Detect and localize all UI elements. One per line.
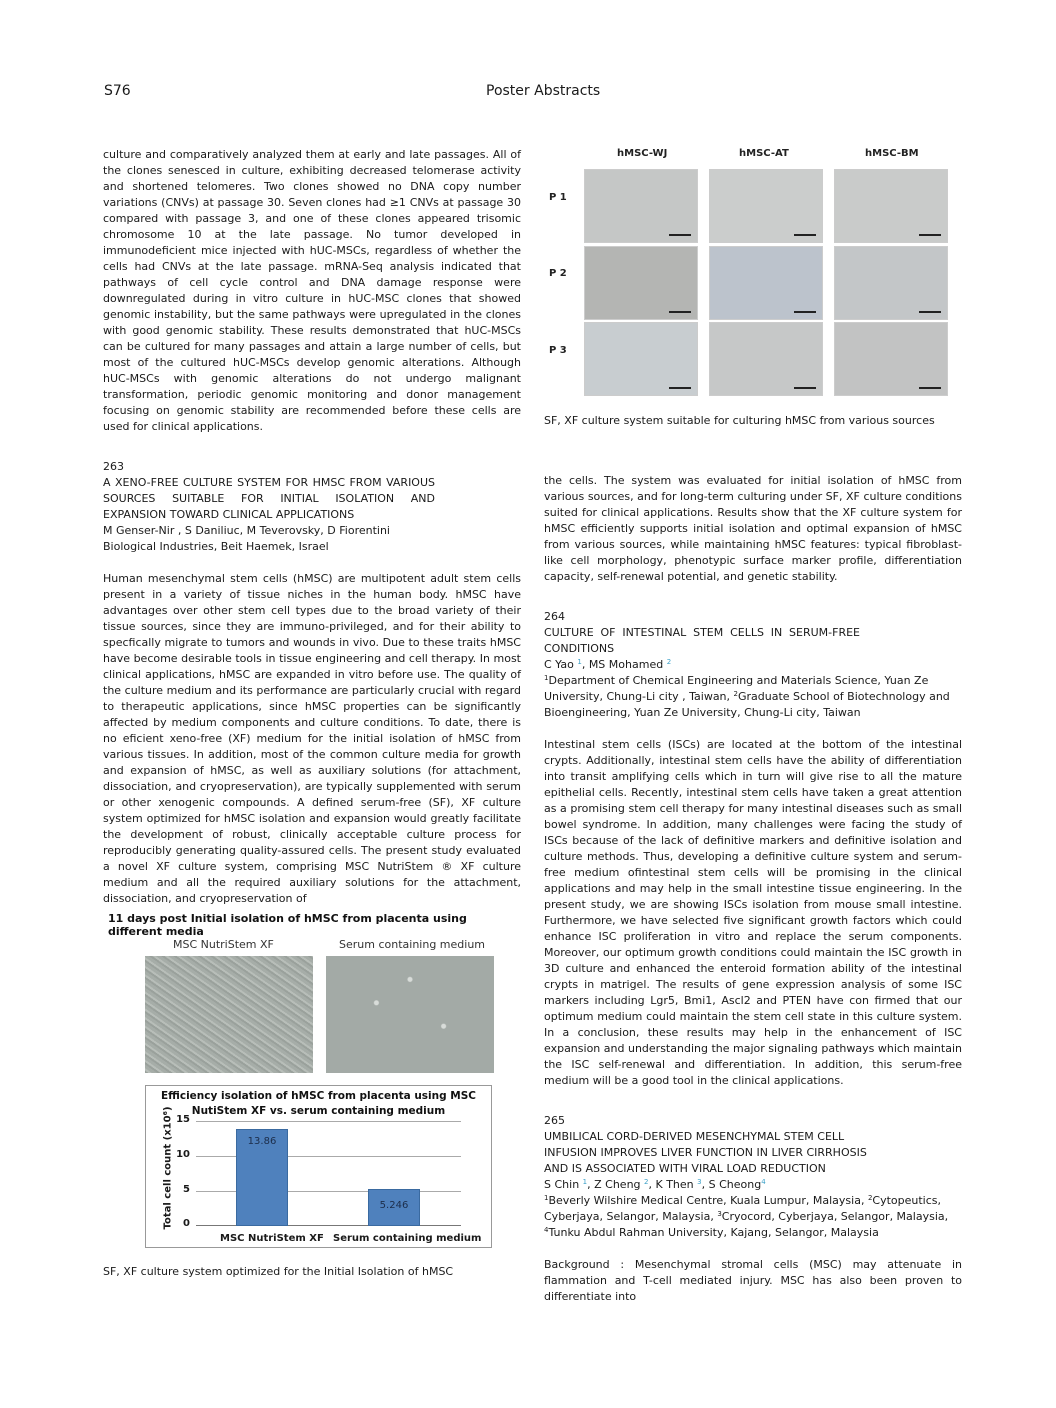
affiliation: Department of Chemical Engineering and Materials Science, Yuan Ze University, Chung-Li city , Taiwan,	[544, 674, 929, 703]
abstract-affiliations	[544, 1193, 962, 1241]
affiliation-superscript: 4	[544, 1226, 549, 1234]
bar-value: 5.246	[379, 1200, 409, 1211]
author: , S Cheong	[701, 1178, 762, 1191]
abstract-authors: M Genser-Nir , S Daniliuc, M Teverovsky, D Fiorentini	[103, 524, 390, 537]
affiliation-superscript: 3	[717, 1210, 722, 1218]
affiliation: Cytopeutics, Cyberjaya, Selangor, Malaysia,	[544, 1194, 942, 1223]
affiliation: Beverly Wilshire Medical Centre, Kuala Lumpur, Malaysia,	[548, 1194, 868, 1207]
micrograph-wj-p2	[584, 246, 698, 320]
left-column	[103, 147, 521, 907]
y-tick: 5	[183, 1184, 190, 1195]
author-superscript: 4	[761, 1178, 766, 1186]
figure-caption: SF, XF culture system suitable for culturing hMSC from various sources	[544, 414, 935, 427]
affiliation: Tunku Abdul Rahman University, Kajang, Selangor, Malaysia	[548, 1226, 879, 1239]
x-category: MSC NutriStem XF	[220, 1233, 324, 1244]
y-tick: 10	[176, 1149, 190, 1160]
abstract-number: 265	[544, 1114, 565, 1127]
affiliation: Cryocord, Cyberjaya, Selangor, Malaysia,	[721, 1210, 949, 1223]
micrograph-bm-p3	[834, 322, 948, 396]
placenta-isolation-figure	[103, 908, 518, 1253]
bar-value: 13.86	[247, 1136, 277, 1147]
author: , MS Mohamed	[581, 658, 667, 671]
abstract-title: CULTURE OF INTESTINAL STEM CELLS IN SERUM-FREE CONDITIONS	[544, 626, 860, 655]
abstract-affiliations	[544, 673, 962, 721]
bar-nutristem	[236, 1129, 288, 1226]
author: , K Then	[648, 1178, 698, 1191]
column-header: hMSC-WJ	[617, 148, 668, 159]
affiliation-superscript: 2	[733, 690, 738, 698]
micrograph-serum	[326, 956, 494, 1073]
y-tick: 0	[183, 1218, 190, 1229]
author: S Chin	[544, 1178, 583, 1191]
micrograph-wj-p1	[584, 169, 698, 243]
micrograph-at-p3	[709, 322, 823, 396]
row-header: P 2	[549, 268, 567, 279]
abstract-title: UMBILICAL CORD-DERIVED MESENCHYMAL STEM CELL INFUSION IMPROVES LIVER FUNCTION IN LIVER CIRRHOSIS AND IS ASSOCIATED WITH VIRAL LOAD REDUCTION	[544, 1130, 867, 1175]
y-tick: 15	[176, 1114, 190, 1125]
author-superscript: 2	[644, 1178, 649, 1186]
row-header: P 1	[549, 192, 567, 203]
micrograph-bm-p2	[834, 246, 948, 320]
figure-title: 11 days post Initial isolation of hMSC from placenta using different media	[108, 912, 467, 938]
panel-label: MSC NutriStem XF	[173, 938, 274, 951]
abstract-authors	[544, 657, 962, 673]
author: , Z Cheng	[587, 1178, 645, 1191]
y-axis-label: Total cell count (x10⁶)	[162, 1106, 174, 1230]
micrograph-at-p1	[709, 169, 823, 243]
abstract-body: Intestinal stem cells (ISCs) are located at the bottom of the intestinal crypts. Additionally, intestinal stem cells have the ability of differentiation into transit amplifying cells which in turn will give rise to all the mature epithelial cells. Recently, intestinal stem cells have taken a great attention as a promising stem cell therapy for many intestinal diseases such as small bowel syndrome. In addition, many challenges were facing the study of ISCs because of the lack of definitive markers and definitive isolation and culture methods. Thus, developing a definitive culture system and serum-free medium ofintestinal stem cells will be promising in the clinical applications and may help in the small intestine tissue engineering. In the present study, we are showing ISCs isolation from mouse small intestine. Furthermore, we have selected five significant growth factors which could enhance ISC proliferation in vitro and replace the serum components. Moreover, our optimum growth conditions could maintain the ISC growth in 3D culture and enhanced the enteroid formation ability of the intestinal crypts in matrigel. The results of gene expression analysis of some ISC markers including Lgr5, Bmi1, Ascl2 and PTEN have con firmed that our optimum medium could maintain the stem cell state in this culture system. In a conclusion, these results may help in the enhancement of ISC expansion and understanding the major signaling pathways which maintain the ISC self-renewal and differentiation. In addition, this serum-free medium will be a good tool in the clinical applications.	[544, 738, 962, 1087]
page-number: S76	[104, 83, 131, 99]
abstract-number: 264	[544, 610, 565, 623]
abstract-number: 263	[103, 460, 124, 473]
micrograph-wj-p3	[584, 322, 698, 396]
abstract-body: Background : Mesenchymal stromal cells (MSC) may attenuate in flammation and T-cell mediated injury. MSC has also been proven to differentiate into	[544, 1258, 962, 1303]
continued-abstract-text: culture and comparatively analyzed them at early and late passages. All of the clones senesced in culture, exhibiting decreased telomerase activity and shortened telomeres. Two clones showed no DNA copy number variations (CNVs) at passage 30. Seven clones had ≥1 CNVs at passage 30 compared with passage 3, and one of these clones appeared trisomic chromosome 10 at the late passage. No tumor developed in immunodeficient mice injected with hUC-MSCs, regardless of whether the cells had CNVs at the late passage. mRNA-Seq analysis indicated that pathways of cell cycle control and DNA damage response were downregulated during in vitro culture in hUC-MSC clones that showed genomic instability, but the same pathways were upregulated in the clones with good genomic stability. These results demonstrated that hUC-MSCs can be cultured for many passages and attain a large number of cells, but most of the cultured hUC-MSCs develop genomic alterations. Although hUC-MSCs with genomic alterations do not undergo malignant transformation, periodic genomic monitoring and donor management focusing on genomic stability are recommended before these cells are used for clinical applications.	[103, 148, 521, 433]
abstract-authors	[544, 1177, 962, 1193]
affiliation-superscript: 1	[544, 1194, 549, 1202]
column-header: hMSC-AT	[739, 148, 789, 159]
microscopy-grid-figure	[545, 145, 955, 400]
affiliation-superscript: 1	[544, 674, 549, 682]
abstract-body-continued: the cells. The system was evaluated for initial isolation of hMSC from various sources, and for long-term culturing under SF, XF culture conditions suited for clinical applications. Results show that the XF culture system for hMSC efficiently supports initial isolation and optimal expansion of hMSC from various sources, while maintaining hMSC features: typical fibroblast-like cell morphology, phenotypic surface marker profile, differentiation capacity, self-renewal potential, and genetic stability.	[544, 474, 962, 583]
panel-label: Serum containing medium	[339, 938, 486, 951]
chart-title: Efficiency isolation of hMSC from placenta using MSC NutiStem XF vs. serum containing medium	[160, 1090, 477, 1117]
column-header: hMSC-BM	[865, 148, 919, 159]
x-category: Serum containing medium	[333, 1233, 482, 1244]
micrograph-at-p2	[709, 246, 823, 320]
right-column	[544, 473, 962, 1305]
affiliation: Graduate School of Biotechnology and Bioengineering, Yuan Ze University, Chung-Li city, Taiwan	[544, 690, 950, 719]
author-superscript: 2	[666, 658, 672, 666]
author: C Yao	[544, 658, 578, 671]
abstract-title: A XENO-FREE CULTURE SYSTEM FOR HMSC FROM VARIOUS SOURCES SUITABLE FOR INITIAL ISOLATION AND EXPANSION TOWARD CLINICAL APPLICATIONS	[103, 476, 435, 521]
author-superscript: 1	[577, 658, 582, 666]
row-header: P 3	[549, 345, 567, 356]
abstract-body: Human mesenchymal stem cells (hMSC) are multipotent adult stem cells present in a variety of tissue niches in the human body. hMSC have advantages over other stem cell types due to the broad variety of their tissue sources, since they are immuno-privileged, and for their ability to specfically migrate to tumors and wounds in vivo. Due to these traits hMSC have become desirable tools in tissue engineering and cell therapy. In most clinical applications, hMSC are expanded in vitro before use. The quality of the culture medium and its performance are particularly crucial with regard to therapeutic applications, since hMSC properties can be significantly affected by medium components and culture conditions. To date, there is no eficient xeno-free (XF) medium for the initial isolation of hMSC from various tissues. In addition, most of the common culture media for growth and expansion of hMSC, as well as auxiliary solutions (for attachment, dissociation, and cryopreservation), are typically supplemented with serum or other xenogenic compounds. A defined serum-free (SF), XF culture system optimized for hMSC isolation and expansion would greatly facilitate the development of robust, clinically acceptable culture process for reproducibly generating quality-assured cells. The present study evaluated a novel XF culture system, comprising MSC NutriStem ® XF culture medium and all the required auxiliary solutions for the attachment, dissociation, and cryopreservation of	[103, 572, 521, 905]
running-title: Poster Abstracts	[486, 83, 601, 99]
plot-area	[176, 1114, 461, 1229]
figure-caption: SF, XF culture system optimized for the Initial Isolation of hMSC	[103, 1265, 454, 1278]
author-superscript: 3	[697, 1178, 702, 1186]
bar-chart	[145, 1085, 492, 1248]
abstract-affiliation: Biological Industries, Beit Haemek, Israel	[103, 540, 329, 553]
affiliation-superscript: 2	[867, 1194, 873, 1202]
bar-serum	[368, 1189, 420, 1226]
micrograph-nutristem	[145, 956, 313, 1073]
micrograph-bm-p1	[834, 169, 948, 243]
author-superscript: 1	[582, 1178, 588, 1186]
